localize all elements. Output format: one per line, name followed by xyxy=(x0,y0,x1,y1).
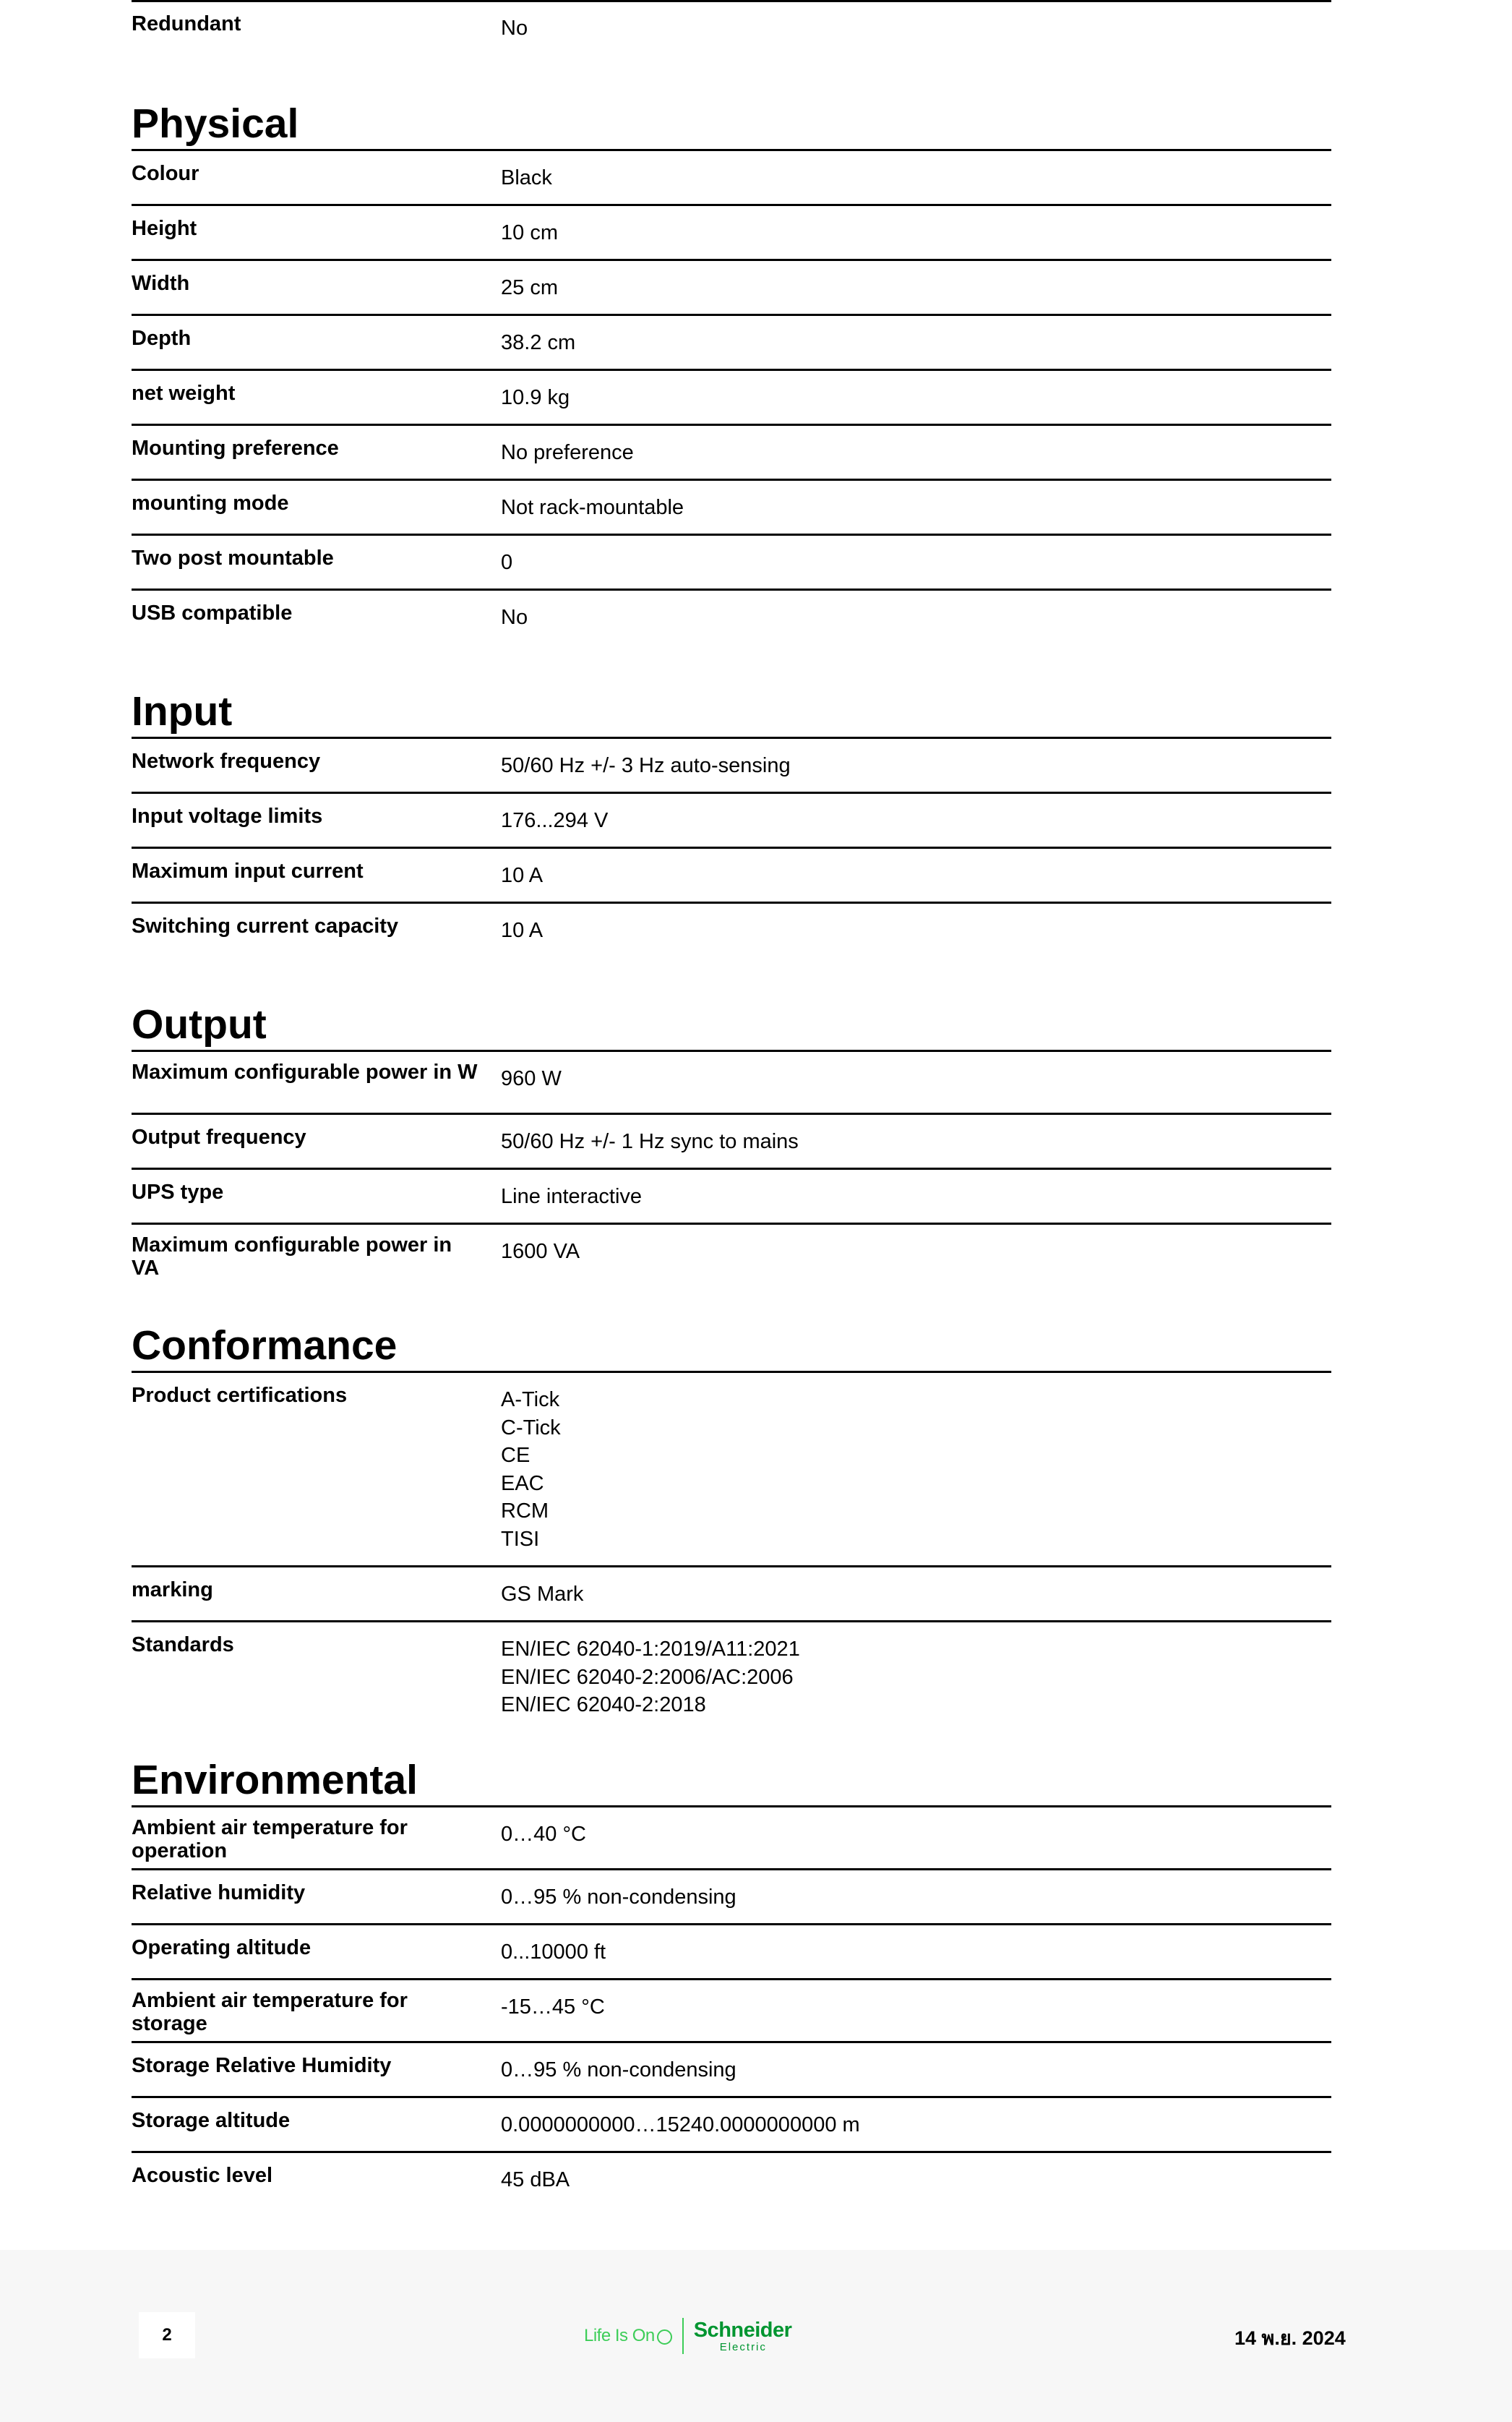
spec-value: 38.2 cm xyxy=(501,331,576,354)
spec-label: Acoustic level xyxy=(132,2164,273,2187)
spec-row xyxy=(132,206,1331,261)
spec-label: Redundant xyxy=(132,12,241,35)
section-conformance xyxy=(132,1318,1331,1738)
spec-value-list xyxy=(501,1622,800,1738)
spec-row xyxy=(132,536,1331,591)
spec-value: No xyxy=(501,17,528,40)
spec-row xyxy=(132,2153,1331,2208)
spec-value: 10.9 kg xyxy=(501,386,570,409)
section-environmental xyxy=(132,1753,1331,2208)
spec-label: Maximum configurable power in W xyxy=(132,1061,478,1084)
brand-divider xyxy=(682,2318,684,2354)
spec-row xyxy=(132,1622,1331,1738)
spec-label: Product certifications xyxy=(132,1384,348,1407)
certification-item: RCM xyxy=(501,1499,549,1523)
spec-value: Line interactive xyxy=(501,1185,643,1208)
spec-value: No preference xyxy=(501,441,634,464)
spec-value: 50/60 Hz +/- 3 Hz auto-sensing xyxy=(501,754,791,777)
tagline xyxy=(584,2326,672,2346)
spec-label: Standards xyxy=(132,1633,234,1656)
spec-label: Two post mountable xyxy=(132,547,334,570)
spec-row xyxy=(132,371,1331,426)
spec-row xyxy=(132,1373,1331,1567)
spec-value: -15…45 °C xyxy=(501,1995,605,2019)
section-physical xyxy=(132,96,1331,646)
standard-item: EN/IEC 62040-2:2006/AC:2006 xyxy=(501,1665,794,1689)
spec-value: Black xyxy=(501,166,552,189)
brand-wordmark xyxy=(694,2320,792,2353)
spec-label: mounting mode xyxy=(132,492,289,515)
page-footer xyxy=(0,2250,1512,2422)
certification-item: EAC xyxy=(501,1471,544,1495)
spec-label: Maximum input current xyxy=(132,860,364,883)
tagline-text: Life Is On xyxy=(584,2326,655,2345)
spec-row xyxy=(132,739,1331,794)
spec-row xyxy=(132,904,1331,959)
spec-row xyxy=(132,2098,1331,2153)
power-ring-icon xyxy=(657,2329,672,2345)
spec-row xyxy=(132,1115,1331,1170)
document-date: 14 พ.ย. 2024 xyxy=(1234,2327,1346,2349)
spec-row xyxy=(132,481,1331,536)
certification-item: A-Tick xyxy=(501,1388,560,1411)
spec-row-redundant xyxy=(132,2,1331,57)
spec-value: 45 dBA xyxy=(501,2168,570,2191)
spec-value: 10 cm xyxy=(501,221,558,244)
spec-label: Operating altitude xyxy=(132,1936,312,1959)
spec-row xyxy=(132,849,1331,904)
standard-item: EN/IEC 62040-1:2019/A11:2021 xyxy=(501,1638,800,1661)
spec-row xyxy=(132,1225,1331,1288)
spec-label: Relative humidity xyxy=(132,1881,306,1904)
spec-label: Height xyxy=(132,217,197,240)
spec-value: 0…40 °C xyxy=(501,1823,586,1846)
spec-value: 0…95 % non-condensing xyxy=(501,2058,736,2081)
spec-label: Maximum configurable power in VA xyxy=(132,1233,452,1280)
spec-row xyxy=(132,1170,1331,1225)
brand-name: Schneider xyxy=(693,2318,792,2342)
spec-value-list xyxy=(501,1373,561,1565)
section-title: Environmental xyxy=(132,1753,1331,1807)
spec-label: marking xyxy=(132,1578,213,1601)
spec-row xyxy=(132,591,1331,646)
spec-value: 176...294 V xyxy=(501,809,609,832)
spec-row xyxy=(132,426,1331,481)
spec-label: Input voltage limits xyxy=(132,805,323,828)
spec-sheet xyxy=(132,0,1331,2208)
spec-row xyxy=(132,1052,1331,1115)
spec-label: Colour xyxy=(132,162,199,185)
section-title: Output xyxy=(132,997,1331,1052)
spec-row xyxy=(132,1567,1331,1622)
certification-item: CE xyxy=(501,1444,531,1467)
standard-item: EN/IEC 62040-2:2018 xyxy=(501,1693,706,1716)
spec-value: Not rack-mountable xyxy=(501,496,684,519)
spec-label: net weight xyxy=(132,382,236,405)
spec-value: 50/60 Hz +/- 1 Hz sync to mains xyxy=(501,1130,799,1153)
spec-row xyxy=(132,316,1331,371)
section-title: Input xyxy=(132,684,1331,739)
spec-value: No xyxy=(501,606,528,629)
spec-value: 10 A xyxy=(501,919,544,942)
spec-label: UPS type xyxy=(132,1181,224,1204)
brand-sub: Electric xyxy=(719,2340,767,2353)
spec-value: 1600 VA xyxy=(501,1240,580,1263)
spec-value: 0.0000000000…15240.0000000000 m xyxy=(501,2113,860,2136)
spec-label: USB compatible xyxy=(132,602,293,625)
spec-label: Output frequency xyxy=(132,1126,306,1149)
spec-value: 0…95 % non-condensing xyxy=(501,1886,736,1909)
section-input xyxy=(132,684,1331,959)
spec-label: Mounting preference xyxy=(132,437,339,460)
spec-row xyxy=(132,261,1331,316)
spec-value: 960 W xyxy=(501,1067,562,1090)
section-title: Conformance xyxy=(132,1318,1331,1373)
spec-label: Depth xyxy=(132,327,192,350)
spec-label: Network frequency xyxy=(132,750,321,773)
section-title: Physical xyxy=(132,96,1331,151)
spec-value: 0 xyxy=(501,551,513,574)
brand-logo xyxy=(584,2318,791,2354)
spec-row xyxy=(132,2043,1331,2098)
spec-label: Ambient air temperature for operation xyxy=(132,1816,408,1862)
spec-value: 10 A xyxy=(501,864,544,887)
certification-item: TISI xyxy=(501,1527,540,1551)
spec-label: Width xyxy=(132,272,190,295)
spec-value: 0...10000 ft xyxy=(501,1940,606,1964)
spec-row xyxy=(132,1980,1331,2043)
spec-row xyxy=(132,151,1331,206)
spec-row xyxy=(132,1925,1331,1980)
spec-label: Ambient air temperature for storage xyxy=(132,1989,408,2035)
certification-item: C-Tick xyxy=(501,1416,561,1439)
spec-row xyxy=(132,1807,1331,1870)
spec-value: GS Mark xyxy=(501,1583,584,1606)
spec-label: Switching current capacity xyxy=(132,915,399,938)
section-output xyxy=(132,997,1331,1288)
spec-label: Storage altitude xyxy=(132,2109,291,2132)
spec-row xyxy=(132,794,1331,849)
spec-label: Storage Relative Humidity xyxy=(132,2054,392,2077)
spec-row xyxy=(132,1870,1331,1925)
spec-value: 25 cm xyxy=(501,276,558,299)
page-number: 2 xyxy=(139,2312,195,2358)
